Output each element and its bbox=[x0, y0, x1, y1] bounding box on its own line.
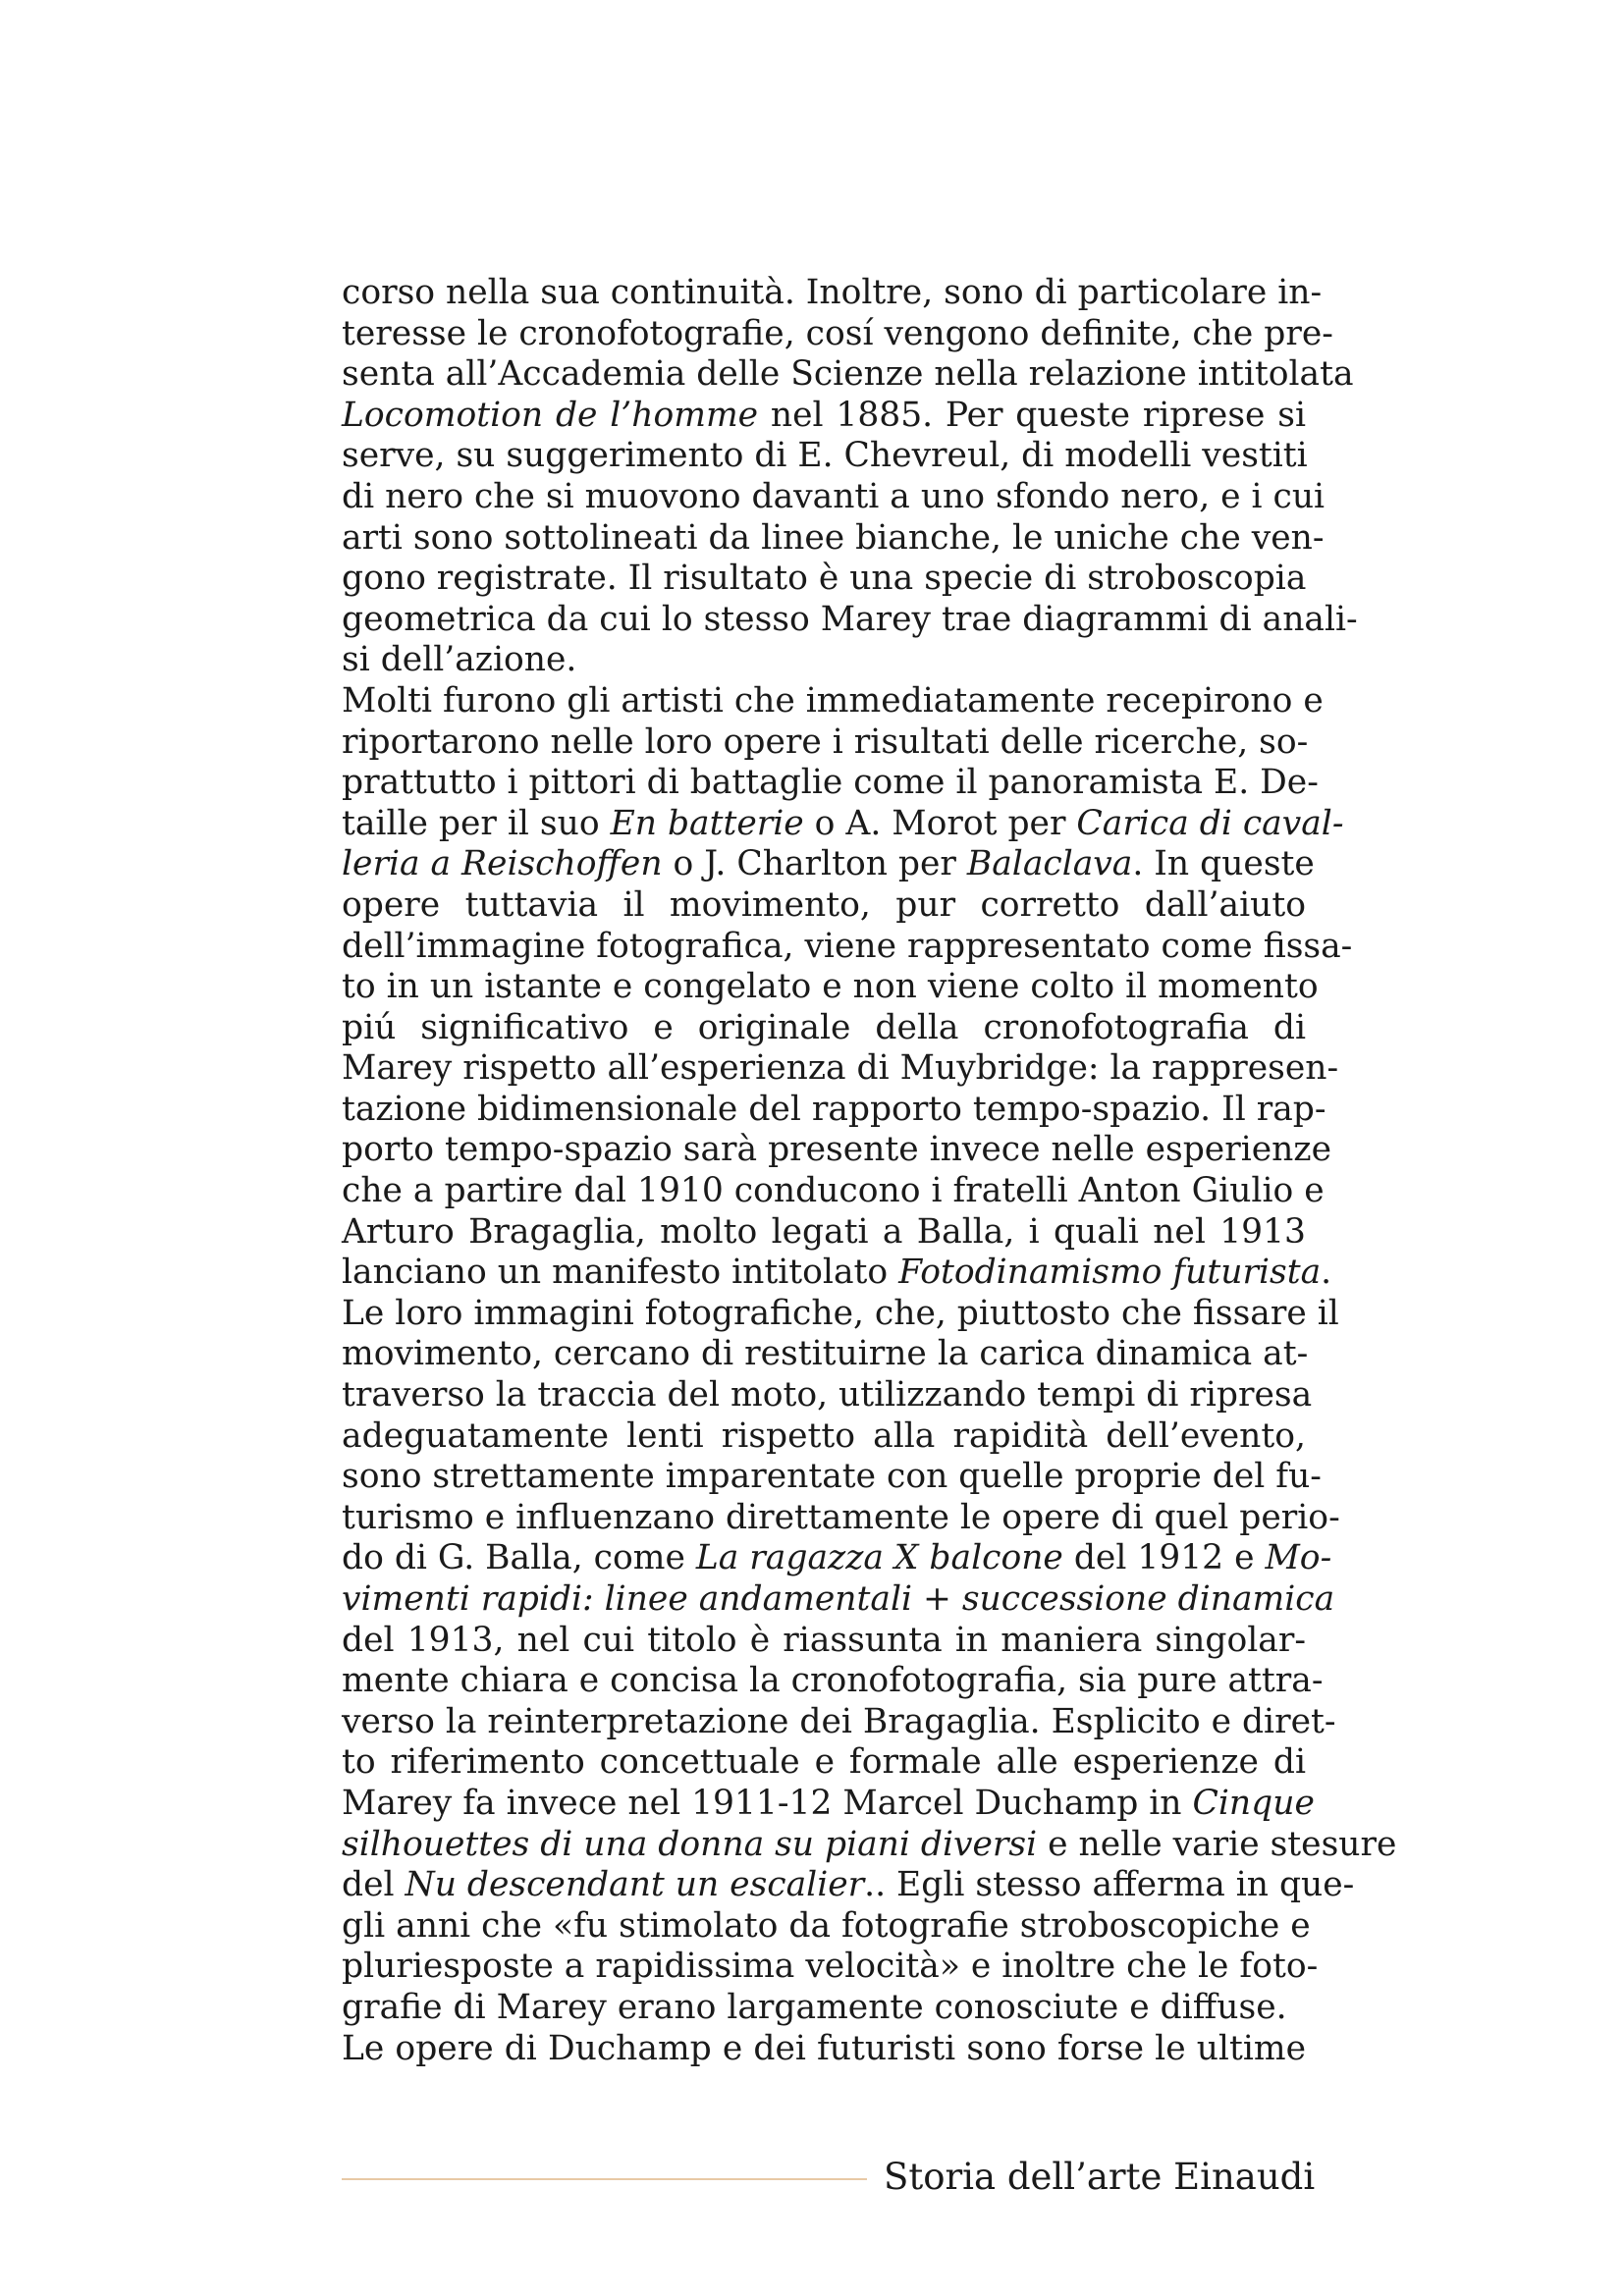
text-line bbox=[342, 1293, 1339, 1335]
text-line bbox=[342, 1334, 1309, 1375]
text-line bbox=[342, 517, 1325, 560]
text-run: opere tuttavia il movimento, pur corretto dall’aiuto bbox=[342, 884, 1306, 925]
text-run: prattutto i pittori di battaglie come il panoramista E. De- bbox=[342, 763, 1319, 803]
text-line bbox=[342, 885, 1306, 927]
text-line bbox=[342, 763, 1319, 804]
text-run: del 1913, nel cui titolo è riassunta in maniera singolar- bbox=[342, 1620, 1306, 1660]
text-line bbox=[342, 1089, 1326, 1131]
text-run: adeguatamente lenti rispetto alla rapidità dell’evento, bbox=[342, 1415, 1306, 1456]
text-line bbox=[342, 1988, 1306, 2029]
text-line bbox=[342, 559, 1306, 600]
text-line bbox=[342, 396, 1306, 437]
text-run: to riferimento concettuale e formale alle esperienze di bbox=[342, 1742, 1306, 1783]
italic-title: Locomotion de l’homme bbox=[342, 395, 759, 435]
text-line bbox=[342, 926, 1353, 968]
italic-title: Cinque bbox=[1192, 1783, 1315, 1823]
text-run: Arturo Bragaglia, molto legati a Balla, i quali nel 1913 bbox=[342, 1211, 1306, 1252]
text-line bbox=[342, 1701, 1336, 1743]
text-line bbox=[342, 1579, 1335, 1621]
text-run: tazione bidimensionale del rapporto tempo-spazio. Il rap- bbox=[342, 1089, 1326, 1129]
text-run: del bbox=[342, 1865, 406, 1905]
text-run: Marey rispetto all’esperienza di Muybridge: la rappresen- bbox=[342, 1048, 1339, 1089]
text-run: o J. Charlton per bbox=[662, 844, 967, 884]
text-run: si dell’azione. bbox=[342, 640, 577, 680]
text-run: teresse le cronofotografie, cosí vengono definite, che pre- bbox=[342, 313, 1333, 353]
text-line bbox=[342, 1865, 1355, 1906]
text-run: .. Egli stesso afferma in que- bbox=[864, 1865, 1355, 1905]
text-run: geometrica da cui lo stesso Marey trae diagrammi di anali- bbox=[342, 599, 1358, 639]
text-run: dell’immagine fotografica, viene rappresentato come fissa- bbox=[342, 926, 1353, 966]
footer-rule bbox=[342, 2178, 867, 2180]
text-run: piú significativo e originale della cronofotografia di bbox=[342, 1007, 1306, 1047]
text-line bbox=[342, 1171, 1325, 1212]
text-line bbox=[342, 313, 1333, 355]
text-run: o A. Morot per bbox=[803, 803, 1077, 843]
italic-title: vimenti rapidi: linee andamentali + successione dinamica bbox=[342, 1579, 1335, 1619]
text-run: gono registrate. Il risultato è una specie di stroboscopia bbox=[342, 559, 1307, 599]
text-run: grafie di Marey erano largamente conosciute e diffuse. bbox=[342, 1987, 1287, 2027]
text-run: gli anni che «fu stimolato da fotografie stroboscopiche e bbox=[342, 1905, 1311, 1946]
italic-title: Fotodinamismo futurista bbox=[898, 1253, 1322, 1293]
text-line bbox=[342, 1008, 1306, 1049]
text-line bbox=[342, 680, 1324, 722]
text-run: e nelle varie stesure bbox=[1037, 1824, 1397, 1864]
text-line bbox=[342, 844, 1315, 885]
text-run: nel 1885. Per queste riprese si bbox=[758, 395, 1306, 435]
italic-title: La ragazza X balcone bbox=[695, 1538, 1063, 1578]
text-run: riportarono nelle loro opere i risultati delle ricerche, so- bbox=[342, 721, 1309, 762]
text-run: lanciano un manifesto intitolato bbox=[342, 1253, 899, 1293]
italic-title: En batterie bbox=[610, 803, 804, 843]
text-run: sono strettamente imparentate con quelle proprie del fu- bbox=[342, 1457, 1322, 1497]
text-run: do di G. Balla, come bbox=[342, 1538, 696, 1578]
text-line bbox=[342, 1783, 1315, 1825]
italic-title: Nu descendant un escalier bbox=[405, 1865, 865, 1905]
text-line bbox=[342, 967, 1319, 1008]
italic-title: leria a Reischoffen bbox=[342, 844, 663, 884]
italic-title: silhouettes di una donna su piani diversi bbox=[342, 1824, 1038, 1864]
text-line bbox=[342, 1621, 1306, 1662]
text-run: del 1912 e bbox=[1062, 1538, 1266, 1578]
text-line bbox=[342, 1130, 1331, 1171]
text-line bbox=[342, 1661, 1324, 1702]
text-line bbox=[342, 803, 1344, 845]
text-run: Le loro immagini fotografiche, che, piuttosto che fissare il bbox=[342, 1293, 1339, 1333]
text-run: porto tempo-spazio sarà presente invece nelle esperienze bbox=[342, 1130, 1331, 1170]
text-line bbox=[342, 1212, 1306, 1254]
text-run: turismo e influenzano direttamente le opere di quel perio- bbox=[342, 1497, 1340, 1537]
text-run: to in un istante e congelato e non viene colto il momento bbox=[342, 967, 1319, 1007]
text-run: taille per il suo bbox=[342, 803, 611, 843]
text-run: movimento, cercano di restituirne la carica dinamica at- bbox=[342, 1334, 1309, 1374]
text-line bbox=[342, 1375, 1313, 1416]
text-run: verso la reinterpretazione dei Bragaglia. Esplicito e diret- bbox=[342, 1701, 1336, 1741]
text-line bbox=[342, 1538, 1332, 1579]
text-run: Le opere di Duchamp e dei futuristi sono forse le ultime bbox=[342, 2028, 1306, 2068]
text-line bbox=[342, 1742, 1306, 1784]
text-line bbox=[342, 354, 1354, 396]
text-line bbox=[342, 640, 1306, 681]
text-line bbox=[342, 1048, 1339, 1090]
text-line bbox=[342, 2029, 1306, 2070]
text-run: Marey fa invece nel 1911-12 Marcel Duchamp in bbox=[342, 1783, 1193, 1823]
text-run: mente chiara e concisa la cronofotografia, sia pure attra- bbox=[342, 1661, 1324, 1701]
body-text bbox=[342, 273, 1397, 2069]
text-line bbox=[342, 1416, 1306, 1458]
italic-title: Mo- bbox=[1265, 1538, 1332, 1578]
text-line bbox=[342, 273, 1323, 314]
text-line bbox=[342, 1824, 1397, 1866]
text-line bbox=[342, 436, 1306, 477]
text-run: . bbox=[1321, 1253, 1332, 1293]
footer-title: Storia dell’arte Einaudi bbox=[884, 2156, 1316, 2198]
text-run: pluriesposte a rapidissima velocità» e inoltre che le foto- bbox=[342, 1947, 1319, 1987]
text-run: . In queste bbox=[1132, 844, 1315, 884]
italic-title: Balaclava bbox=[966, 844, 1133, 884]
text-line bbox=[342, 1947, 1319, 1988]
text-line bbox=[342, 1457, 1322, 1498]
text-line bbox=[342, 721, 1309, 764]
text-run: traverso la traccia del moto, utilizzando tempi di ripresa bbox=[342, 1375, 1313, 1415]
text-run: arti sono sottolineati da linee bianche, le uniche che ven- bbox=[342, 517, 1325, 558]
text-run: senta all’Accademia delle Scienze nella relazione intitolata bbox=[342, 354, 1354, 395]
text-line bbox=[342, 476, 1325, 518]
text-run: di nero che si muovono davanti a uno sfondo nero, e i cui bbox=[342, 476, 1325, 516]
text-run: che a partire dal 1910 conducono i fratelli Anton Giulio e bbox=[342, 1171, 1325, 1211]
italic-title: Carica di caval- bbox=[1076, 803, 1344, 843]
text-line bbox=[342, 1253, 1332, 1294]
text-run: corso nella sua continuità. Inoltre, sono di particolare in- bbox=[342, 273, 1323, 312]
text-run: Molti furono gli artisti che immediatamente recepirono e bbox=[342, 680, 1324, 721]
text-line bbox=[342, 1497, 1340, 1539]
text-line bbox=[342, 599, 1358, 641]
text-run: serve, su suggerimento di E. Chevreul, di modelli vestiti bbox=[342, 436, 1308, 476]
text-line bbox=[342, 1905, 1311, 1948]
